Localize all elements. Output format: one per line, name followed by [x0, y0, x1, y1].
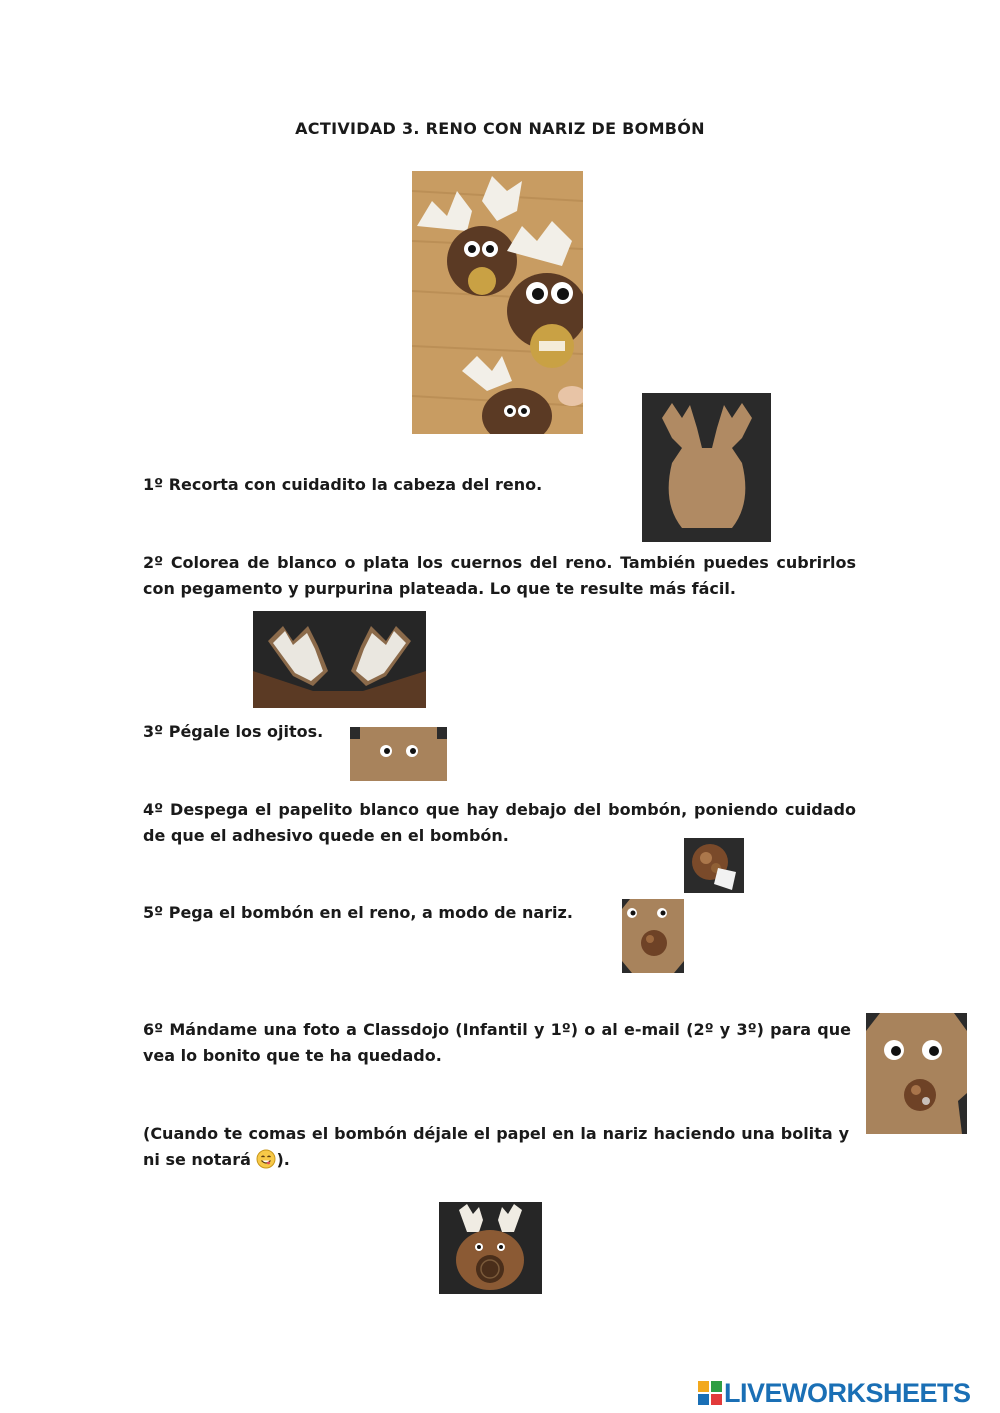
- page-title: ACTIVIDAD 3. RENO CON NARIZ DE BOMBÓN: [295, 119, 705, 138]
- liveworksheets-logo: [698, 1378, 971, 1408]
- step-4-photo: [684, 838, 744, 893]
- step-4-text: 4º Despega el papelito blanco que hay debajo del bombón, poniendo cuidado de que el adhesivo quede en el bombón.: [143, 800, 856, 845]
- note-closing: ).: [276, 1150, 290, 1169]
- note-body: (Cuando te comas el bombón déjale el papel en la nariz haciendo una bolita y ni se notará: [143, 1124, 849, 1169]
- step-3-photo: [350, 727, 447, 781]
- brand-name: LIVEWORKSHEETS: [724, 1377, 971, 1408]
- final-photo: [439, 1202, 542, 1294]
- step-1-text: 1º Recorta con cuidadito la cabeza del reno.: [143, 475, 543, 494]
- step-5-text: 5º Pega el bombón en el reno, a modo de nariz.: [143, 903, 573, 922]
- step-3-text: 3º Pégale los ojitos.: [143, 722, 324, 741]
- smiling-face-emoji-icon: [256, 1149, 276, 1169]
- step-2-text: 2º Colorea de blanco o plata los cuernos del reno. También puedes cubrirlos con pegamento y purpurina plateada. Lo que te resulte más fácil.: [143, 553, 856, 598]
- step-1-photo: [642, 393, 771, 542]
- hero-photo: [412, 171, 583, 434]
- step-6-photo: [866, 1013, 967, 1134]
- step-6-text: 6º Mándame una foto a Classdojo (Infantil y 1º) o al e-mail (2º y 3º) para que vea lo bonito que te ha quedado.: [143, 1020, 851, 1065]
- step-2-photo: [253, 611, 426, 708]
- liveworksheets-grid-icon: [698, 1381, 722, 1405]
- note-text: [143, 1121, 849, 1173]
- step-5-photo: [622, 899, 684, 973]
